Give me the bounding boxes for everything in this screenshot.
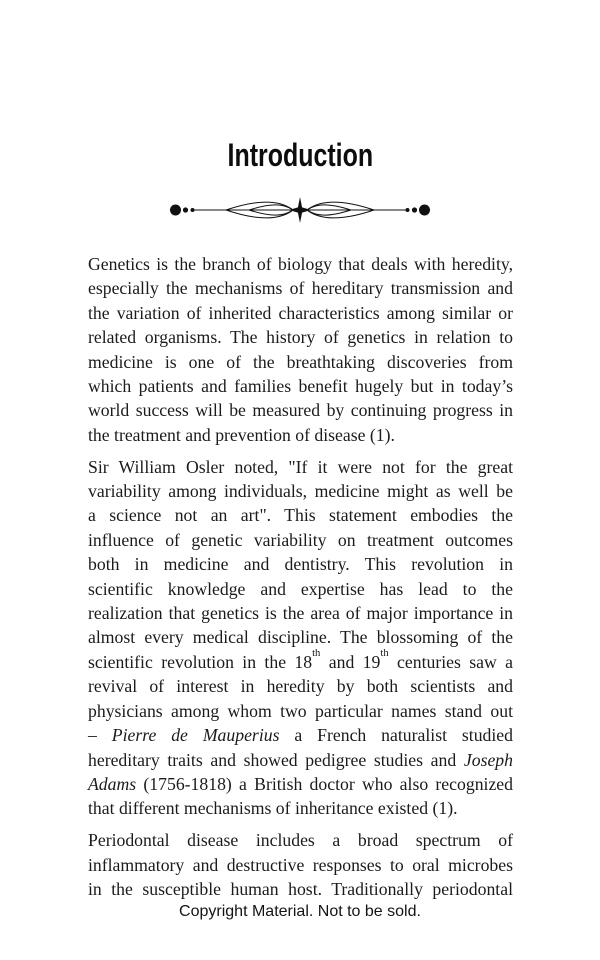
text-line: especially the mechanisms of hereditary transmission and (88, 278, 513, 299)
text-line: both in medicine and dentistry. This revolution in (88, 554, 513, 575)
text-line: variability among individuals, medicine might as well be (88, 481, 513, 502)
page-title (0, 21, 600, 172)
text-line: revival of interest in heredity by both scientists and (88, 676, 513, 697)
text-line: medicine is one of the breathtaking discoveries from (88, 351, 513, 372)
divider-ornament-icon (169, 194, 431, 226)
text-line: the treatment and prevention of disease (1). (88, 424, 395, 445)
text-line: Genetics is the branch of biology that deals with heredity, (88, 253, 513, 274)
text-line: scientific revolution in the 18th and 19th centuries saw a (88, 648, 513, 672)
text-line: influence of genetic variability on treatment outcomes (88, 529, 513, 550)
text-line: realization that genetics is the area of major importance in (88, 603, 513, 624)
paragraph-periodontal (88, 828, 513, 901)
text-line: – Pierre de Mauperius a French naturalist studied (88, 725, 513, 746)
paragraph-osler-history (88, 455, 513, 821)
text-line: scientific knowledge and expertise has lead to the (88, 578, 513, 599)
paragraph-genetics-intro (88, 252, 513, 447)
text-line: Periodontal disease includes a broad spectrum of (88, 830, 513, 851)
text-line: world success will be measured by continuing progress in (88, 400, 513, 421)
text-line: hereditary traits and showed pedigree studies and Joseph (88, 749, 513, 770)
text-line: inflammatory and destructive responses to oral microbes (88, 854, 513, 875)
text-line: physicians among whom two particular names stand out (88, 700, 513, 721)
text-line: a science not an art". This statement embodies the (88, 505, 513, 526)
text-line: almost every medical discipline. The blossoming of the (88, 627, 513, 648)
text-line: Adams (1756-1818) a British doctor who also recognized (88, 773, 513, 794)
text-line: in the susceptible human host. Traditionally periodontal (88, 879, 513, 900)
page-title-text: Introduction (227, 137, 373, 174)
text-line: related organisms. The history of genetics in relation to (88, 327, 513, 348)
text-line: which patients and families benefit hugely but in today’s (88, 375, 513, 396)
text-line: that different mechanisms of inheritance existed (1). (88, 798, 458, 819)
copyright-notice: Copyright Material. Not to be sold. (179, 903, 421, 920)
text-line: Sir William Osler noted, "If it were not for the great (88, 456, 513, 477)
body-text (88, 252, 513, 902)
text-line: the variation of inherited characteristics among similar or (88, 302, 513, 323)
